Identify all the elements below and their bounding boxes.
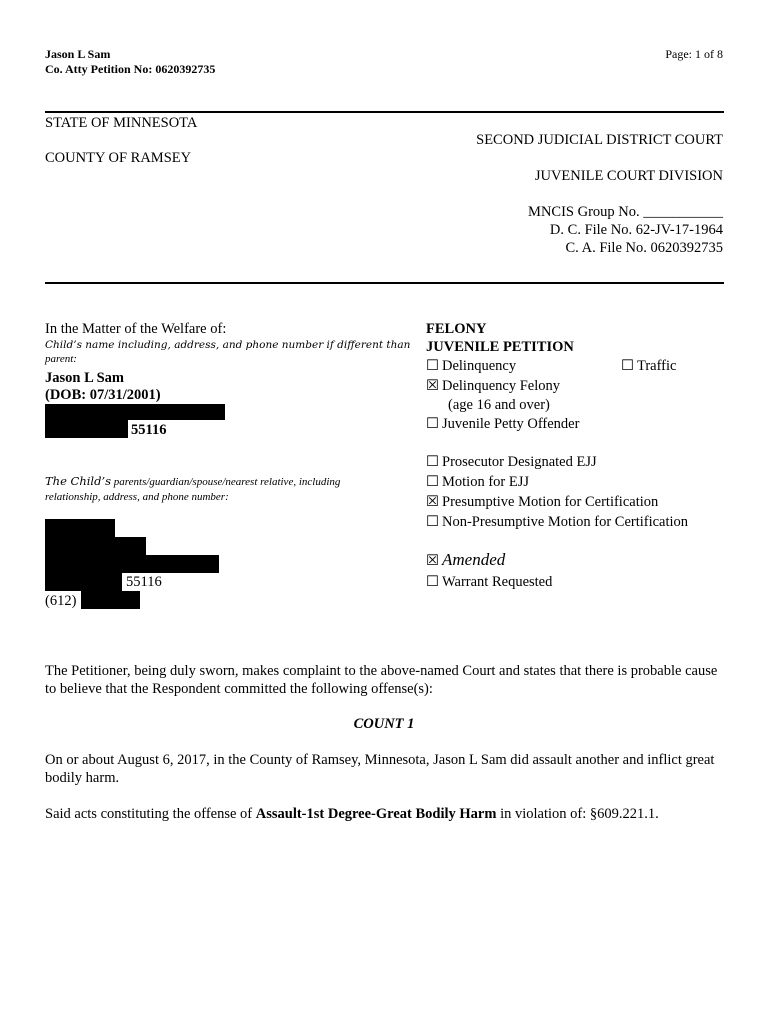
header-name: Jason L Sam: [45, 47, 111, 61]
checkbox-petty-offender: [426, 415, 579, 433]
offense-name: Assault-1st Degree-Great Bodily Harm: [255, 806, 497, 822]
redaction-block: [45, 519, 115, 537]
checkbox-label: Presumptive Motion for Certification: [442, 494, 659, 510]
checkbox-icon: ☐: [426, 474, 439, 490]
header-petition-number: Co. Atty Petition No: 0620392735: [45, 62, 216, 76]
parents-zip: 55116: [126, 574, 162, 590]
parents-phone-prefix: (612): [45, 593, 77, 609]
child-zip: 55116: [131, 422, 167, 438]
checkbox-label: Delinquency Felony: [442, 378, 560, 394]
caption-divider: [45, 282, 724, 284]
offense-prefix: Said acts constituting the offense of: [45, 806, 256, 822]
checkbox-icon: ☐: [426, 574, 439, 590]
redaction-block: [45, 555, 219, 573]
checkbox-label: Juvenile Petty Offender: [442, 416, 580, 432]
county-label: COUNTY OF RAMSEY: [45, 150, 192, 166]
checkbox-label: Non-Presumptive Motion for Certification: [442, 514, 689, 530]
checkbox-presumptive-certification: [426, 493, 658, 511]
parents-label-rest: parents/guardian/spouse/nearest relative, including: [113, 476, 341, 488]
petition-type-juvenile: JUVENILE PETITION: [426, 339, 574, 355]
checkbox-prosecutor-ejj: [426, 453, 597, 471]
checkbox-non-presumptive-certification: [426, 513, 688, 531]
checkbox-label: Traffic: [637, 358, 677, 374]
division-label: JUVENILE COURT DIVISION: [534, 168, 723, 184]
court-label: SECOND JUDICIAL DISTRICT COURT: [476, 132, 723, 148]
checked-box-icon: ☒: [426, 494, 439, 510]
checked-box-icon: ☒: [426, 378, 439, 394]
checkbox-label: Delinquency: [442, 358, 517, 374]
checkbox-icon: ☐: [426, 514, 439, 530]
checkbox-icon: ☐: [621, 358, 634, 374]
intro-paragraph: The Petitioner, being duly sworn, makes complaint to the above-named Court and states that there is probable cause to believe that the Respondent committed the following offense(s):: [45, 663, 718, 697]
checkbox-amended: [426, 551, 505, 570]
checkbox-icon: ☐: [426, 454, 439, 470]
parents-label-2: relationship, address, and phone number:: [45, 491, 229, 503]
dc-file-number: D. C. File No. 62-JV-17-1964: [549, 222, 723, 238]
checkbox-delinquency-felony: [426, 377, 560, 395]
child-dob: (DOB: 07/31/2001): [45, 387, 161, 403]
checkbox-icon: ☐: [426, 416, 439, 432]
redaction-block: [45, 573, 122, 591]
checkbox-label: Prosecutor Designated EJJ: [442, 454, 597, 470]
redaction-block: [45, 404, 225, 420]
checkbox-icon: ☐: [426, 358, 439, 374]
checkbox-motion-ejj: [426, 473, 529, 491]
top-divider: [45, 111, 724, 113]
age-note: (age 16 and over): [448, 397, 550, 413]
redaction-block: [81, 591, 140, 609]
redaction-block: [45, 420, 128, 438]
child-info-note-2: parent:: [45, 353, 77, 365]
child-name: Jason L Sam: [45, 370, 124, 386]
child-info-note: Child’s name including, address, and phone number if different than: [45, 339, 411, 351]
parents-label: [45, 474, 340, 488]
offense-suffix: in violation of: §609.221.1.: [496, 806, 659, 822]
petition-type-felony: FELONY: [426, 321, 487, 337]
redaction-block: [45, 537, 146, 555]
offense-paragraph: [45, 805, 725, 823]
state-label: STATE OF MINNESOTA: [45, 115, 198, 131]
count-paragraph: On or about August 6, 2017, in the County of Ramsey, Minnesota, Jason L Sam did assault another and inflict great bodily harm.: [45, 752, 715, 786]
checkbox-label: Motion for EJJ: [442, 474, 529, 490]
count-title: COUNT 1: [353, 716, 415, 732]
checkbox-delinquency: [426, 357, 516, 375]
checkbox-traffic: [621, 357, 676, 375]
checkbox-label: Amended: [442, 550, 506, 569]
page-number: Page: 1 of 8: [665, 47, 723, 61]
checked-box-icon: ☒: [426, 553, 439, 569]
checkbox-label: Warrant Requested: [442, 574, 553, 590]
mncis-group: MNCIS Group No. ___________: [528, 204, 723, 220]
checkbox-warrant-requested: [426, 573, 552, 591]
parents-label-prefix: The Child’s: [45, 474, 112, 488]
matter-label: In the Matter of the Welfare of:: [45, 321, 227, 337]
ca-file-number: C. A. File No. 0620392735: [565, 240, 723, 256]
